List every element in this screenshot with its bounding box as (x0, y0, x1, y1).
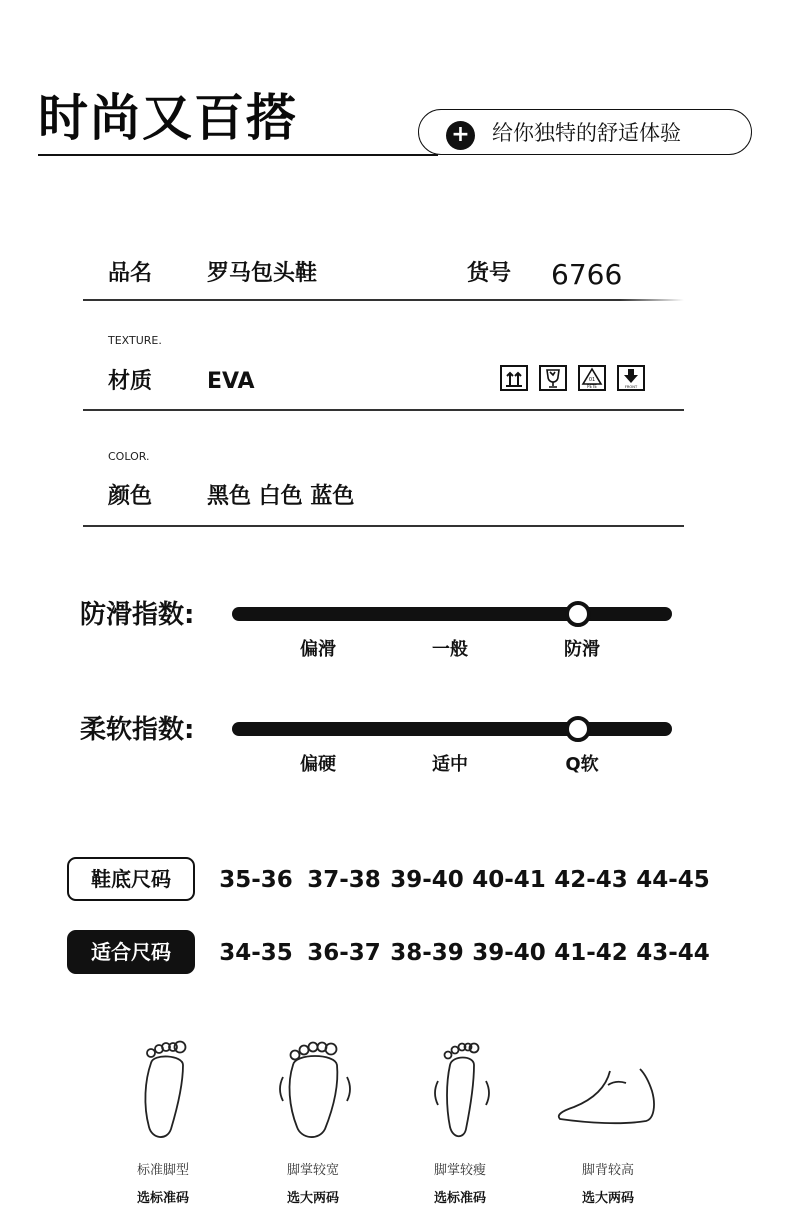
fit-size-value: 38-39 (390, 940, 464, 966)
color-label: 颜色 (108, 484, 153, 509)
foot-caption: 标准脚型 (136, 1163, 189, 1178)
recycle-code: 01 (588, 377, 596, 383)
sku-label: 货号 (467, 261, 512, 286)
sole-size-value: 39-40 (390, 867, 464, 893)
texture-label: 材质 (108, 369, 153, 394)
this-way-up-icon (500, 365, 528, 391)
color-value: 黑色 白色 蓝色 (207, 484, 355, 509)
page-title: 时尚又百搭 (38, 89, 298, 147)
divider (83, 525, 684, 527)
softness-label: 柔软指数: (80, 715, 195, 745)
plus-circle-icon: + (446, 121, 475, 150)
sku-value: 6766 (551, 258, 623, 291)
recycle-text: PETE (587, 384, 597, 389)
foot-caption: 脚掌较瘦 (433, 1163, 486, 1178)
anti-slip-label: 防滑指数: (80, 600, 195, 630)
front-arrow-icon (617, 365, 645, 391)
anti-slip-track (232, 607, 672, 621)
foot-tip: 选标准码 (433, 1191, 486, 1206)
slogan-text: 给你独特的舒适体验 (492, 121, 681, 145)
softness-tick-mid: 适中 (432, 754, 468, 775)
recycle-pete-icon (578, 365, 606, 391)
color-en-label: COLOR. (108, 450, 150, 463)
texture-en-label: TEXTURE. (108, 334, 162, 347)
anti-slip-tick-high: 防滑 (564, 639, 600, 660)
softness-tick-low: 偏硬 (300, 754, 336, 775)
divider (83, 299, 620, 301)
thin-foot-icon (400, 1035, 520, 1145)
name-value: 罗马包头鞋 (207, 261, 318, 286)
fit-size-value: 39-40 (472, 940, 546, 966)
fit-size-value: 36-37 (307, 940, 381, 966)
name-label: 品名 (108, 261, 153, 286)
foot-tip: 选大两码 (581, 1191, 634, 1206)
foot-tip: 选大两码 (286, 1191, 339, 1206)
sole-size-value: 35-36 (219, 867, 293, 893)
front-text: FRONT (624, 385, 638, 389)
standard-foot-icon (103, 1035, 223, 1145)
title-underline (38, 154, 438, 156)
anti-slip-knob (565, 601, 591, 627)
foot-caption: 脚背较高 (581, 1163, 634, 1178)
texture-value: EVA (207, 369, 255, 394)
foot-caption: 脚掌较宽 (286, 1163, 339, 1178)
fit-size-value: 43-44 (636, 940, 710, 966)
fit-size-value: 41-42 (554, 940, 628, 966)
fragile-icon (539, 365, 567, 391)
softness-knob (565, 716, 591, 742)
sole-size-label: 鞋底尺码 (67, 857, 195, 901)
fit-size-label: 适合尺码 (67, 930, 195, 974)
softness-tick-high: Q软 (565, 754, 599, 775)
divider (83, 409, 684, 411)
high-instep-icon (548, 1035, 668, 1145)
sole-size-value: 42-43 (554, 867, 628, 893)
foot-tip: 选标准码 (136, 1191, 189, 1206)
softness-track (232, 722, 672, 736)
sole-size-value: 40-41 (472, 867, 546, 893)
fit-size-value: 34-35 (219, 940, 293, 966)
divider-fade (620, 299, 684, 301)
anti-slip-tick-low: 偏滑 (300, 639, 336, 660)
sole-size-value: 37-38 (307, 867, 381, 893)
sole-size-value: 44-45 (636, 867, 710, 893)
wide-foot-icon (253, 1035, 373, 1145)
anti-slip-tick-mid: 一般 (432, 639, 468, 660)
